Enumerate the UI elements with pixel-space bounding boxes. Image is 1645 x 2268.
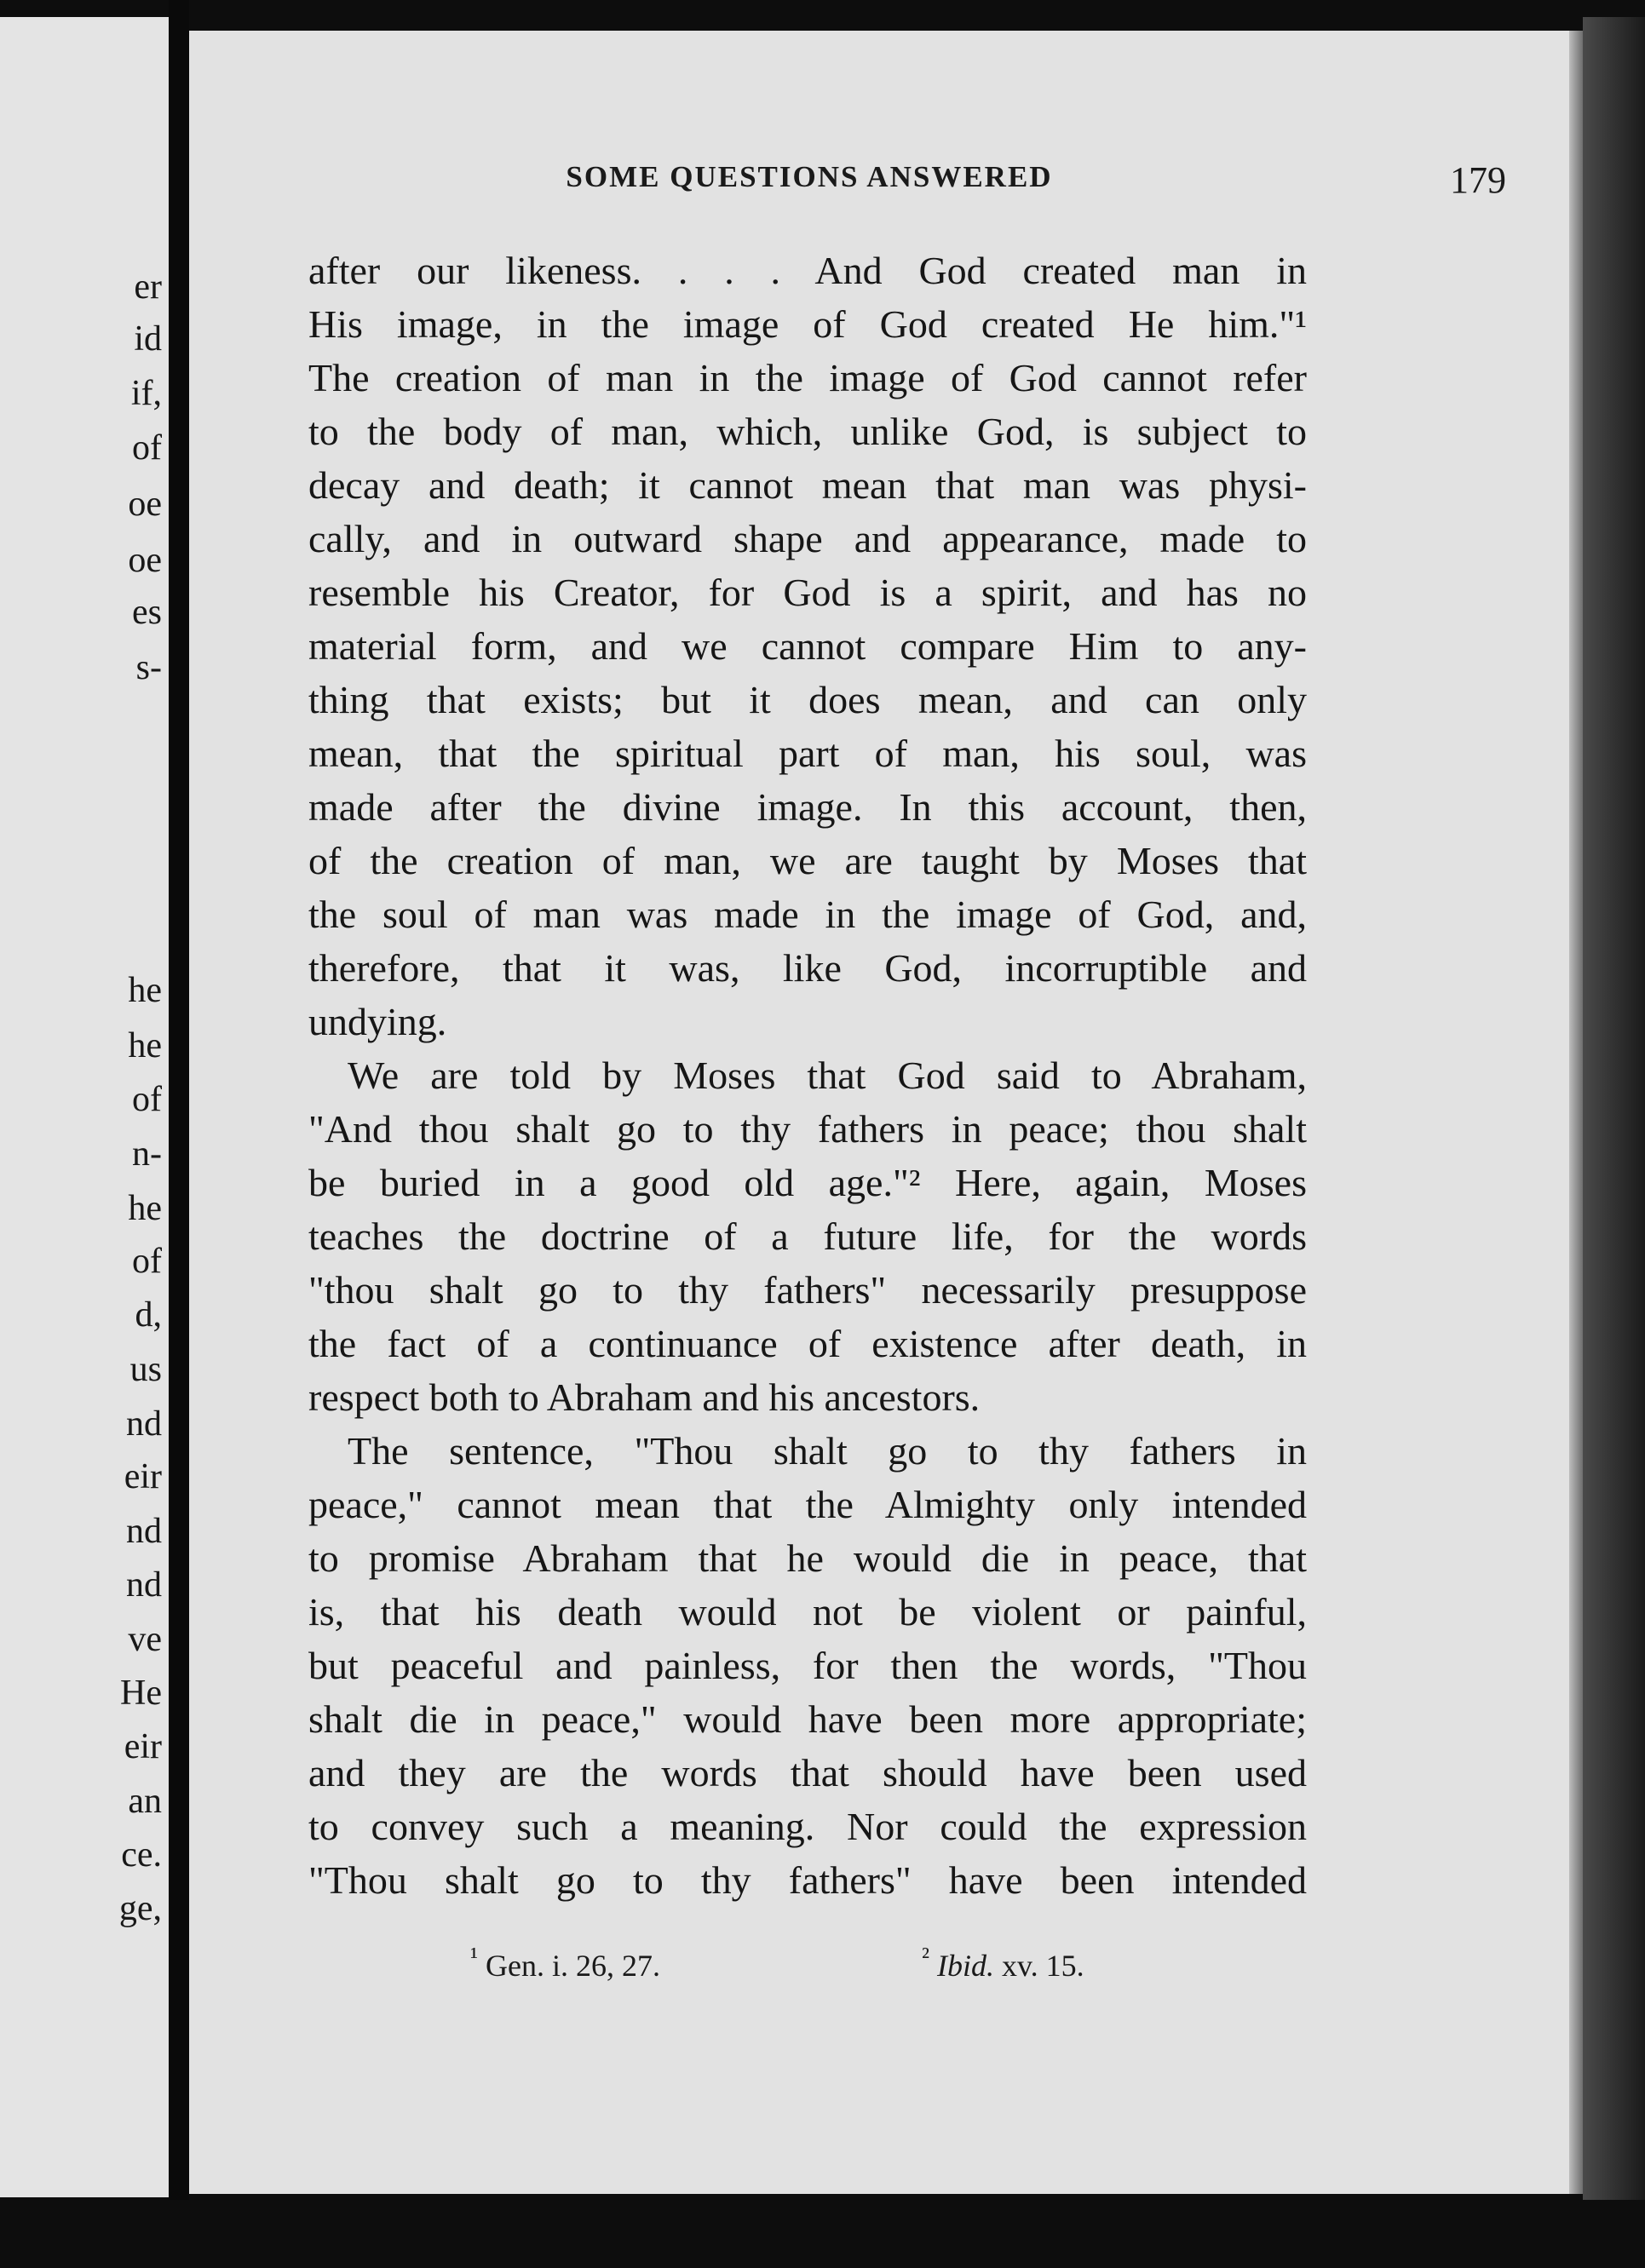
running-head: SOME QUESTIONS ANSWERED — [566, 160, 1053, 193]
text-line: We are told by Moses that God said to Abraham, — [348, 1054, 1307, 1097]
left-fragment: nd — [126, 1512, 162, 1551]
text-line: and they are the words that should have been used — [308, 1751, 1307, 1794]
left-fragment: if, — [130, 374, 162, 413]
left-fragment: nd — [126, 1565, 162, 1605]
text-line: therefore, that it was, like God, incorruptible and — [308, 946, 1307, 990]
left-fragment: id — [134, 319, 162, 359]
text-line: to promise Abraham that he would die in peace, that — [308, 1536, 1307, 1580]
text-line: peace," cannot mean that the Almighty only intended — [308, 1483, 1307, 1526]
text-line: "thou shalt go to thy fathers" necessarily presuppose — [308, 1268, 1307, 1312]
left-fragment: er — [134, 267, 162, 307]
text-line: teaches the doctrine of a future life, for the words — [308, 1214, 1307, 1258]
left-fragment: ge, — [118, 1889, 162, 1928]
left-fragment: s- — [135, 648, 162, 687]
footnote-2-text: xv. 15. — [1002, 1949, 1084, 1983]
page-number: 179 — [1450, 159, 1506, 201]
footnote-2 — [922, 1943, 1084, 1984]
left-fragment: an — [128, 1782, 162, 1821]
text-line: decay and death; it cannot mean that man was physi- — [308, 463, 1307, 507]
footnote-1-marker: ¹ — [470, 1943, 478, 1971]
text-line: "And thou shalt go to thy fathers in peace; thou shalt — [308, 1107, 1307, 1151]
body-text — [308, 244, 1307, 1907]
left-fragment: eir — [124, 1727, 162, 1766]
text-line: mean, that the spiritual part of man, his soul, was — [308, 732, 1307, 775]
text-line: "Thou shalt go to thy fathers" have been intended — [308, 1858, 1307, 1902]
text-line: His image, in the image of God created He him."¹ — [308, 302, 1307, 346]
right-page — [189, 31, 1569, 2194]
footnotes — [189, 1943, 1569, 1994]
left-fragment: nd — [126, 1404, 162, 1444]
text-line: cally, and in outward shape and appearance, made to — [308, 517, 1307, 560]
left-fragment: ce. — [121, 1835, 162, 1875]
left-fragment: of — [132, 1242, 162, 1281]
text-line: the fact of a continuance of existence after death, in — [308, 1322, 1307, 1365]
page-shadow — [1583, 17, 1645, 2231]
text-line: shalt die in peace," would have been more appropriate; — [308, 1697, 1307, 1741]
text-line: material form, and we cannot compare Him to any- — [308, 624, 1307, 668]
scan-border — [0, 2200, 1645, 2268]
text-line: The creation of man in the image of God cannot refer — [308, 356, 1307, 399]
footnote-1-text: Gen. i. 26, 27. — [486, 1949, 660, 1983]
text-line: be buried in a good old age."² Here, again, Moses — [308, 1161, 1307, 1204]
footnote-2-marker: ² — [922, 1943, 929, 1971]
left-fragment: he — [128, 1026, 162, 1065]
left-fragment: oe — [128, 485, 162, 524]
left-fragment: us — [129, 1350, 162, 1389]
text-line: but peaceful and painless, for then the words, "Thou — [308, 1644, 1307, 1687]
left-fragment: es — [132, 593, 162, 632]
left-fragment: n- — [132, 1134, 162, 1174]
text-line: after our likeness. . . . And God created man in — [308, 249, 1307, 292]
text-line: the soul of man was made in the image of God, and, — [308, 893, 1307, 936]
left-fragment: oe — [128, 541, 162, 580]
text-line: of the creation of man, we are taught by Moses that — [308, 839, 1307, 882]
left-fragment: he — [128, 1189, 162, 1228]
text-line: to convey such a meaning. Nor could the expression — [308, 1805, 1307, 1848]
footnote-2-ref: Ibid. — [937, 1949, 994, 1983]
left-fragment: he — [128, 971, 162, 1010]
text-line: undying. — [308, 1000, 447, 1043]
page-edge — [1569, 31, 1583, 2194]
left-fragment: of — [132, 1080, 162, 1119]
left-fragment: eir — [124, 1457, 162, 1496]
text-line: thing that exists; but it does mean, and can only — [308, 678, 1307, 721]
left-fragment: He — [120, 1674, 162, 1713]
left-page — [0, 17, 169, 2197]
text-line: resemble his Creator, for God is a spirit, and has no — [308, 571, 1307, 614]
text-line: made after the divine image. In this account, then, — [308, 785, 1307, 829]
text-line: is, that his death would not be violent or painful, — [308, 1590, 1307, 1634]
text-line: The sentence, "Thou shalt go to thy fathers in — [348, 1429, 1307, 1473]
left-fragment: of — [132, 428, 162, 468]
footnote-1 — [470, 1943, 660, 1984]
text-line: to the body of man, which, unlike God, is subject to — [308, 410, 1307, 453]
text-line: respect both to Abraham and his ancestors. — [308, 1375, 981, 1419]
book-gutter — [169, 0, 189, 2268]
left-page-fragments — [0, 17, 169, 2197]
left-fragment: ve — [128, 1620, 162, 1659]
left-fragment: d, — [135, 1295, 162, 1335]
